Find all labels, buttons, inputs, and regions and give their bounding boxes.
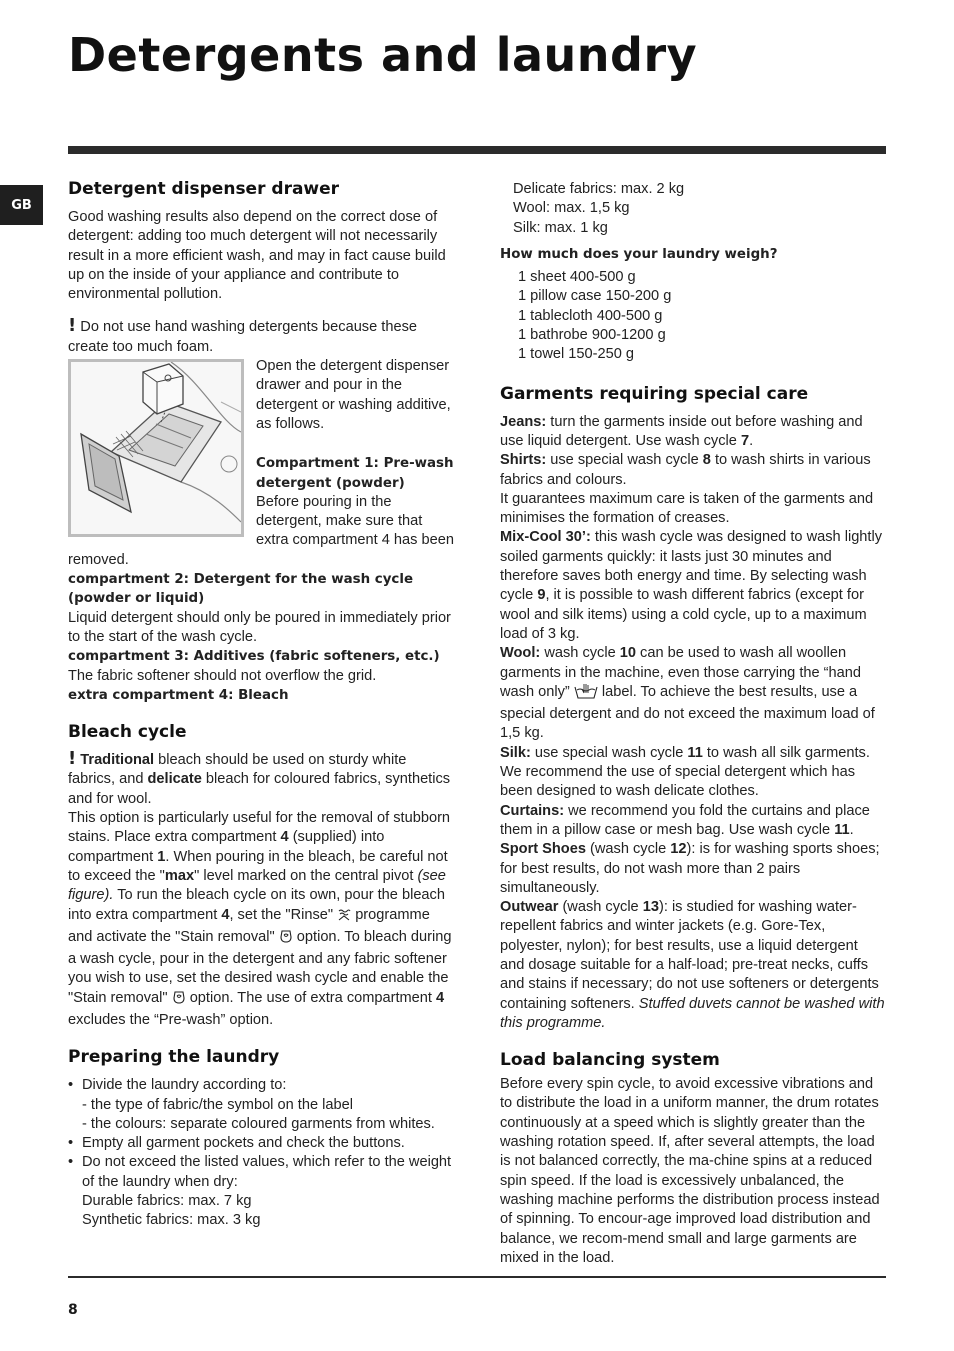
label-wool: Wool:: [500, 645, 541, 662]
label-jeans: Jeans:: [500, 413, 547, 430]
footer-rule: [68, 1276, 886, 1278]
weight-item: 1 towel 150-250 g: [518, 346, 635, 363]
cycle-number: 9: [537, 587, 546, 604]
bleach-text: option. To bleach during a wash cycle, pour in the detergent and any fabric softener you wish to use, set the desired wash cycle and enable the "Stain removal": [68, 928, 452, 1006]
weight-item: 1 pillow case 150-200 g: [518, 288, 672, 305]
cycle-number: 8: [702, 452, 711, 469]
heading-preparing: Preparing the laundry: [68, 1047, 280, 1068]
heading-dispenser: Detergent dispenser drawer: [68, 179, 340, 199]
silk-para: [500, 744, 886, 802]
shirts-para-2: It guarantees maximum care is taken of the garments and minimises the formation of creases.: [500, 490, 874, 527]
care-text: (wash cycle: [558, 899, 643, 916]
open-drawer-text: Open the detergent dispenser drawer and pour in the detergent or washing additive, as follows.: [256, 358, 451, 432]
label-outwear: Outwear: [500, 899, 559, 916]
bullet-text: Do not exceed the listed values, which refer to the weight of the laundry when dry:: [82, 1154, 452, 1190]
heading-load-balancing: Load balancing system: [500, 1050, 720, 1071]
care-text: use special wash cycle: [530, 744, 688, 761]
page-number: 8: [68, 1302, 78, 1318]
bleach-text: programme and activate the "Stain removal": [68, 906, 430, 945]
bleach-number: 1: [157, 848, 166, 865]
cycle-number: 13: [642, 899, 659, 916]
cycle-number: 11: [834, 821, 850, 838]
bleach-see-figure: (see figure).: [68, 867, 446, 904]
limit-item: Durable fabrics: max. 7 kg: [82, 1193, 252, 1210]
outwear-para: [500, 898, 886, 1033]
care-text: turn the garments inside out before washing and use liquid detergent. Use wash cycle: [500, 413, 863, 449]
dispenser-figure-block: [68, 357, 454, 570]
bleach-text: To run the bleach cycle on its own, pour the bleach into extra compartment: [68, 887, 445, 923]
label-sport-shoes: Sport Shoes: [500, 841, 586, 858]
sub-item: - the colours: separate coloured garments from whites.: [82, 1115, 435, 1132]
sport-shoes-para: [500, 840, 886, 898]
bleach-text: excludes the “Pre-wash” option.: [68, 1011, 274, 1028]
care-text: wash cycle: [540, 645, 620, 662]
page-title: Detergents and laundry: [68, 28, 698, 82]
care-text: use special wash cycle: [546, 452, 703, 469]
right-column: [500, 180, 886, 1268]
bleach-text: (supplied) into compartment: [68, 829, 385, 865]
compartment-3-label: compartment 3: Additives (fabric softeners, etc.): [68, 649, 440, 665]
label-shirts: Shirts:: [500, 452, 547, 469]
cycle-number: 10: [619, 645, 636, 662]
label-silk: Silk:: [500, 744, 531, 761]
weight-item: 1 sheet 400-500 g: [518, 269, 636, 286]
bleach-para-1: [68, 748, 454, 809]
stain-removal-icon: [279, 929, 293, 950]
bleach-number: 4: [280, 829, 289, 846]
load-balancing-text: Before every spin cycle, to avoid excessive vibrations and to distribute the load in a uniform manner, the drum rotates continuously at a speed which is slightly greater than the washing rotation speed. If, after several attempts, the load is not balanced correctly, the ma-chine spins at a reduced spin speed. If the load is excessively unbalanced, the washing machine performs the distribution process instead of spinning. To encour-age improved load distribution and balance, we recom-mend small and large garments are mixed in the load.: [500, 1076, 880, 1266]
header-rule: [68, 146, 886, 154]
care-text: we recommend you fold the curtains and place them in a pillow case or mesh bag. Use wash cycle: [500, 802, 870, 838]
bleach-text: This option is particularly useful for the removal of stubborn stains. Place extra compartment: [68, 810, 451, 846]
care-text: can be used to wash all woollen garments in the machine, even those carrying the “hand wash only”: [500, 645, 861, 700]
care-text: , it is possible to wash different fabrics (except for wool and silk items) using a cold cycle, up to a maximum load of 3 kg.: [500, 587, 867, 642]
care-text: label. To achieve the best results, use a special detergent and do not exceed the maximum load of 1,5 kg.: [500, 683, 875, 742]
bleach-delicate: delicate: [147, 771, 202, 788]
bleach-traditional: Traditional: [80, 752, 155, 769]
care-text: (wash cycle: [585, 841, 671, 858]
curtains-para: Curtains: we recommend you fold the curtains and place them in a pillow case or mesh bag. Use wash cycle 11.: [500, 802, 870, 838]
limit-item: Synthetic fabrics: max. 3 kg: [82, 1212, 261, 1229]
preparing-list: [68, 1076, 454, 1230]
compartment-4-label: extra compartment 4: Bleach: [68, 687, 289, 703]
compartment-1-label: Compartment 1: Pre-wash detergent (powder): [256, 456, 454, 491]
bleach-text: bleach should be used on sturdy white fabrics, and: [68, 752, 407, 788]
cycle-number: 11: [687, 744, 703, 761]
bleach-text: , set the "Rinse": [229, 906, 338, 923]
list-item: [68, 1076, 454, 1134]
label-mixcool: Mix-Cool 30’:: [500, 529, 591, 546]
limit-item: Delicate fabrics: max. 2 kg: [513, 181, 685, 197]
dispenser-warning: [68, 315, 454, 357]
care-text: to wash shirts in various fabrics and colours.: [500, 452, 871, 488]
care-text: to wash all silk garments. We recommend the use of special detergent which has been designed to wash delicate clothes.: [500, 744, 870, 800]
list-item: • Empty all garment pockets and check the buttons.: [68, 1134, 454, 1153]
care-text: ): is for washing sports shoes; for best results, do not wash more than 2 pairs simultaneously.: [500, 841, 880, 896]
list-item: [68, 1153, 454, 1230]
wool-para: [500, 644, 886, 743]
bleach-text: option. The use of extra compartment: [185, 989, 437, 1006]
compartment-1-text: Before pouring in the detergent, make sure that extra compartment 4 has been removed.: [68, 493, 454, 568]
jeans-para: Jeans: turn the garments inside out before washing and use liquid detergent. Use wash cycle 7.: [500, 413, 863, 449]
bleach-text: . When pouring in the bleach, be careful not to exceed the ": [68, 848, 448, 884]
heading-special-care: Garments requiring special care: [500, 383, 809, 404]
weight-list: [500, 268, 886, 364]
compartment-2-text: Liquid detergent should only be poured in immediately prior to the start of the wash cycle.: [68, 609, 451, 645]
bleach-number: 4: [436, 989, 445, 1006]
compartment-3-text: The fabric softener should not overflow the grid.: [68, 667, 377, 684]
stain-removal-icon: [172, 990, 186, 1011]
bleach-text: " level marked on the central pivot: [194, 867, 418, 884]
mixcool-para: [500, 528, 886, 644]
shirts-para: [500, 451, 886, 490]
sub-item: - the type of fabric/the symbol on the label: [82, 1096, 353, 1113]
warning-text: Do not use hand washing detergents because these create too much foam.: [68, 319, 417, 355]
bleach-max: max: [164, 867, 195, 884]
cycle-number: 12: [670, 841, 687, 858]
weight-item: 1 tablecloth 400-500 g: [518, 307, 663, 324]
dispenser-intro: Good washing results also depend on the correct dose of detergent: adding too much detergent will not necessarily result in a more efficient wash, and may in fact cause build up on the inside of your appliance and contribute to environmental pollution.: [68, 209, 446, 303]
warning-mark: !: [68, 315, 77, 337]
outwear-note: Stuffed duvets cannot be washed with this programme.: [500, 995, 885, 1031]
care-text: ): is studied for washing water-repellent fabrics and winter jackets (e.g. Gore-Tex, polyester, nylon); for best results, use a liquid detergent and dosage suitable for a half-load; pre-treat necks, cuffs and stains if necessary; do not use softeners or detergents containing softeners.: [500, 899, 879, 1012]
compartment-2-label: compartment 2: Detergent for the wash cycle (powder or liquid): [68, 572, 414, 607]
care-text: this wash cycle was designed to wash lightly soiled garments quickly: it lasts just 30 minutes and therefore saves both energy and time. By selecting wash cycle: [500, 529, 883, 604]
drawer-drawing: [71, 362, 241, 534]
heading-bleach: Bleach cycle: [68, 722, 187, 743]
bleach-warning-mark: !: [68, 748, 77, 770]
bleach-text: bleach for coloured fabrics, synthetics and for wool.: [68, 771, 451, 807]
bullet-text: Divide the laundry according to:: [82, 1077, 287, 1094]
detergent-drawer-illustration: [68, 359, 244, 537]
rinse-icon: [337, 908, 351, 928]
bleach-para-2: [68, 809, 454, 1030]
hand-wash-icon: [574, 683, 598, 705]
limits-continued: [500, 180, 886, 238]
weigh-heading: How much does your laundry weigh?: [500, 246, 778, 262]
limit-item: Silk: max. 1 kg: [513, 219, 608, 236]
bleach-number: 4: [221, 906, 230, 923]
label-curtains: Curtains:: [500, 802, 565, 819]
left-column: [68, 178, 454, 1231]
language-tab: GB: [0, 185, 43, 225]
weight-item: 1 bathrobe 900-1200 g: [518, 327, 666, 344]
limit-item: Wool: max. 1,5 kg: [513, 200, 630, 217]
cycle-number: 7: [740, 432, 750, 449]
